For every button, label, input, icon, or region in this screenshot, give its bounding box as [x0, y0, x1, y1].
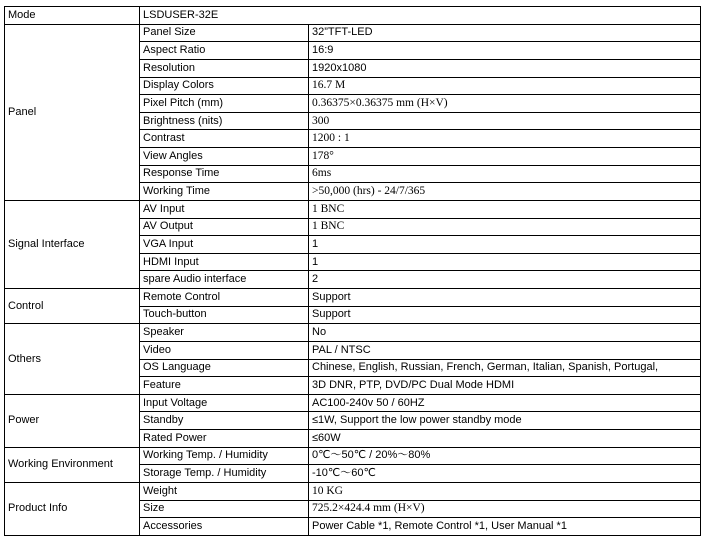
group-label: Power	[5, 394, 140, 447]
spec-table-body	[5, 7, 701, 536]
spec-value: 725.2×424.4 mm (H×V)	[309, 500, 701, 518]
spec-value: 16.7 M	[309, 77, 701, 95]
spec-value: 0.36375×0.36375 mm (H×V)	[309, 95, 701, 113]
spec-label: Speaker	[140, 324, 309, 342]
spec-value: AC100-240v 50 / 60HZ	[309, 394, 701, 412]
spec-label: AV Input	[140, 200, 309, 218]
spec-row	[5, 394, 701, 412]
spec-row	[5, 289, 701, 307]
spec-value: -10℃～60℃	[309, 465, 701, 483]
group-label: Panel	[5, 24, 140, 200]
spec-value: 2	[309, 271, 701, 289]
spec-value: 3D DNR, PTP, DVD/PC Dual Mode HDMI	[309, 377, 701, 395]
spec-value: 32”TFT-LED	[309, 24, 701, 42]
spec-row	[5, 482, 701, 500]
spec-label: spare Audio interface	[140, 271, 309, 289]
spec-value: No	[309, 324, 701, 342]
mode-row	[5, 7, 701, 25]
spec-label: Working Temp. / Humidity	[140, 447, 309, 465]
spec-label: OS Language	[140, 359, 309, 377]
mode-label: Mode	[5, 7, 140, 25]
spec-value: >50,000 (hrs) - 24/7/365	[309, 183, 701, 201]
spec-value: Support	[309, 289, 701, 307]
spec-value: 1	[309, 253, 701, 271]
spec-label: Remote Control	[140, 289, 309, 307]
spec-value: ≤60W	[309, 430, 701, 448]
spec-table	[4, 6, 701, 536]
spec-value: 178°	[309, 148, 701, 166]
spec-row	[5, 200, 701, 218]
group-label: Product Info	[5, 482, 140, 535]
spec-label: AV Output	[140, 218, 309, 236]
spec-value: PAL / NTSC	[309, 341, 701, 359]
spec-value: ≤1W, Support the low power standby mode	[309, 412, 701, 430]
group-label: Signal Interface	[5, 200, 140, 288]
spec-label: Pixel Pitch (mm)	[140, 95, 309, 113]
spec-value: 16:9	[309, 42, 701, 60]
spec-value: 0℃～50℃ / 20%～80%	[309, 447, 701, 465]
spec-row	[5, 324, 701, 342]
spec-label: Response Time	[140, 165, 309, 183]
spec-label: Input Voltage	[140, 394, 309, 412]
spec-value: Power Cable *1, Remote Control *1, User Manual *1	[309, 518, 701, 536]
spec-label: Touch-button	[140, 306, 309, 324]
spec-label: HDMI Input	[140, 253, 309, 271]
spec-label: Video	[140, 341, 309, 359]
spec-value: 6ms	[309, 165, 701, 183]
spec-label: Feature	[140, 377, 309, 395]
spec-label: Standby	[140, 412, 309, 430]
spec-label: Rated Power	[140, 430, 309, 448]
spec-label: Brightness (nits)	[140, 112, 309, 130]
spec-label: Contrast	[140, 130, 309, 148]
group-label: Working Environment	[5, 447, 140, 482]
spec-label: Resolution	[140, 59, 309, 77]
spec-label: Weight	[140, 482, 309, 500]
spec-label: Aspect Ratio	[140, 42, 309, 60]
spec-value: Support	[309, 306, 701, 324]
spec-value: Chinese, English, Russian, French, German, Italian, Spanish, Portugal,	[309, 359, 701, 377]
spec-value: 1200 : 1	[309, 130, 701, 148]
spec-label: View Angles	[140, 148, 309, 166]
spec-label: Storage Temp. / Humidity	[140, 465, 309, 483]
spec-label: VGA Input	[140, 236, 309, 254]
mode-value: LSDUSER-32E	[140, 7, 701, 25]
spec-value: 300	[309, 112, 701, 130]
spec-row	[5, 24, 701, 42]
spec-label: Display Colors	[140, 77, 309, 95]
spec-value: 1 BNC	[309, 218, 701, 236]
spec-value: 1920x1080	[309, 59, 701, 77]
group-label: Control	[5, 289, 140, 324]
spec-label: Working Time	[140, 183, 309, 201]
spec-value: 1 BNC	[309, 200, 701, 218]
spec-value: 1	[309, 236, 701, 254]
spec-label: Accessories	[140, 518, 309, 536]
spec-value: 10 KG	[309, 482, 701, 500]
spec-label: Panel Size	[140, 24, 309, 42]
group-label: Others	[5, 324, 140, 395]
spec-row	[5, 447, 701, 465]
spec-label: Size	[140, 500, 309, 518]
